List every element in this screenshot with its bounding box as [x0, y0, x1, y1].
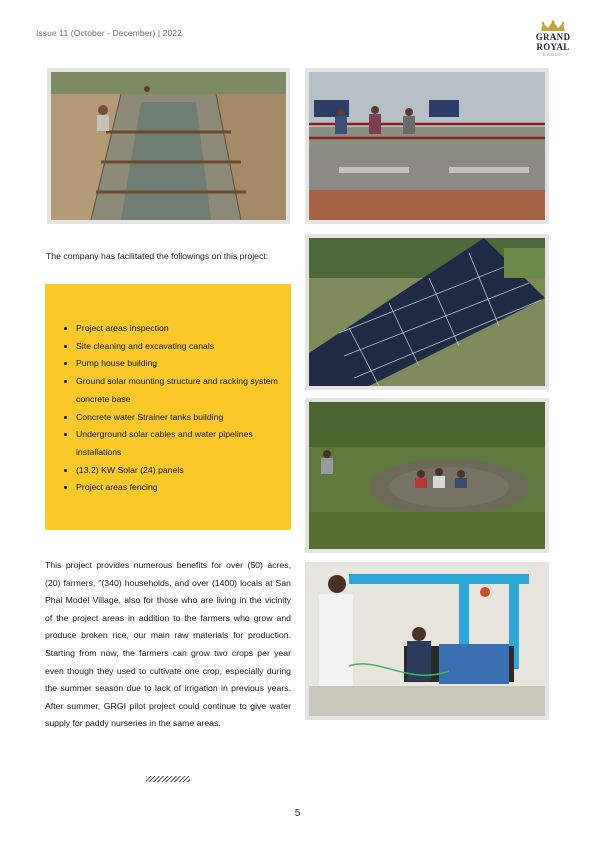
facilities-list [61, 320, 298, 497]
list-item: • Pump house building [76, 355, 298, 373]
crown-icon [533, 20, 573, 32]
logo-text-group: GROUP [543, 53, 563, 57]
photo-pump-house [305, 562, 549, 720]
list-item: • Concrete water Strainer tanks building [76, 409, 298, 427]
photo-workers-in-water [305, 398, 549, 553]
list-item: • Project areas fencing [76, 479, 298, 497]
issue-label: Issue 11 (October - December) | 2022 [36, 28, 182, 38]
logo-text-grand: GRAND [535, 32, 571, 42]
list-item: • Ground solar mounting structure and racking system concrete base [76, 373, 298, 408]
list-item: • Project areas inspection [76, 320, 298, 338]
page-number: 5 [294, 808, 301, 819]
intro-text: The company has facilitated the followings on this project: [46, 251, 269, 261]
photo-solar-panels [305, 234, 549, 390]
photo-solar-mounting [305, 68, 549, 224]
list-item: • (13.2) KW Solar (24) panels [76, 462, 298, 480]
body-paragraph: This project provides numerous benefits for over (50) acres, (20) farmers, "(340) households, and over (1400) locals at San Phal Model Village, also for those who are living in the vicinity of the project areas in addition to the farmers who grow and produce broken rice, our main raw materials for production. Starting from now, the farmers can grow two crops per year even though they used to cultivate one crop, especially during the summer season due to lack of irrigation in previous years. After summer, GRGI pilot project could continue to give water supply for paddy nurseries in the same areas. [45, 560, 291, 729]
list-item: • Site cleaning and excavating canals [76, 338, 298, 356]
facilities-box [45, 284, 291, 530]
company-logo [533, 20, 573, 62]
logo-text-royal: ROYAL [536, 42, 570, 52]
list-item: • Underground solar cables and water pipelines installations [76, 426, 298, 461]
photo-canal-construction [47, 68, 290, 224]
decorative-hatch [146, 776, 190, 782]
